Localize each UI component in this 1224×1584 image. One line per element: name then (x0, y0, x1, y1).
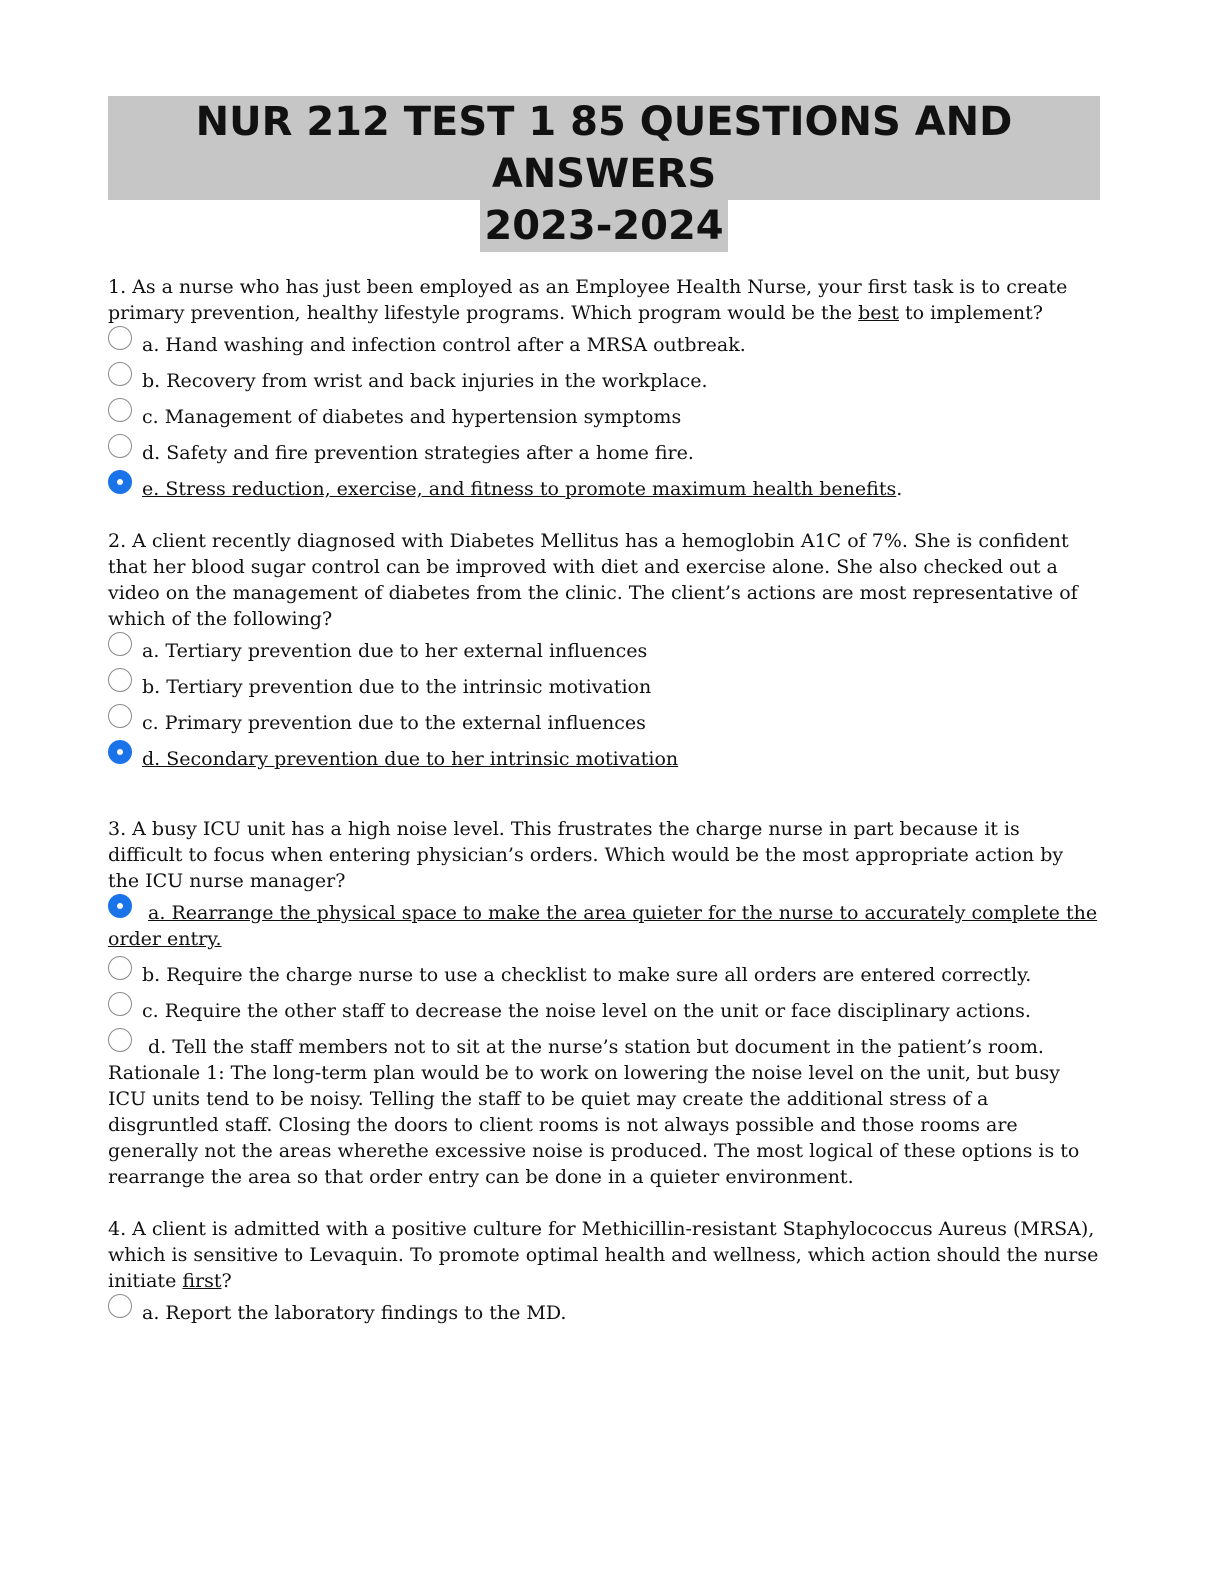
q1-option-d[interactable] (108, 440, 1100, 466)
q3-option-b[interactable] (108, 962, 1100, 988)
radio-unchecked-icon[interactable] (108, 326, 132, 350)
radio-unchecked-icon[interactable] (108, 362, 132, 386)
q3-option-a[interactable] (108, 900, 1100, 952)
q1-option-b[interactable] (108, 368, 1100, 394)
question-1-text: 1. As a nurse who has just been employed as an Employee Health Nurse, your first task is to create primary prevention, healthy lifestyle programs. Which program would be the best to implement? (108, 276, 1068, 324)
radio-unchecked-icon[interactable] (108, 434, 132, 458)
option-label-correct: e. Stress reduction, exercise, and fitness to promote maximum health benefits (142, 478, 897, 500)
q1-option-a[interactable] (108, 332, 1100, 358)
question-3-text: 3. A busy ICU unit has a high noise level. This frustrates the charge nurse in part because it is difficult to focus when entering physician’s orders. Which would be the most appropriate action by the ICU nurse manager? (108, 818, 1064, 892)
radio-unchecked-icon[interactable] (108, 632, 132, 656)
q2-option-c[interactable] (108, 710, 1100, 736)
radio-unchecked-icon[interactable] (108, 956, 132, 980)
option-label: c. Require the other staff to decrease the noise level on the unit or face disciplinary actions. (142, 1000, 1031, 1022)
question-4-text: 4. A client is admitted with a positive culture for Methicillin-resistant Staphylococcus Aureus (MRSA), which is sensitive to Levaquin. To promote optimal health and wellness, which action should the nurse initiate first? (108, 1218, 1099, 1292)
option-label: a. Tertiary prevention due to her external influences (142, 640, 648, 662)
title-line-1: NUR 212 TEST 1 85 QUESTIONS AND ANSWERS (108, 96, 1100, 200)
option-label: d. Tell the staff members not to sit at the nurse’s station but document in the patient’s room. Rationale 1: The long-term plan would be to work on lowering the noise level on the unit, but busy ICU units tend to be noisy. Telling the staff to be quiet may create the additional stress of a disgruntled staff. Closing the doors to client rooms is not always possible and those rooms are generally not the areas wherethe excessive noise is produced. The most logical of these options is to rearrange the area so that order entry can be done in a quieter environment. (108, 1036, 1080, 1188)
question-1 (108, 274, 1100, 502)
question-2 (108, 528, 1100, 772)
q4-option-a[interactable] (108, 1300, 1100, 1326)
option-label-correct: d. Secondary prevention due to her intrinsic motivation (142, 748, 679, 770)
option-label: a. Report the laboratory findings to the MD. (142, 1302, 567, 1324)
question-2-text: 2. A client recently diagnosed with Diabetes Mellitus has a hemoglobin A1C of 7%. She is confident that her blood sugar control can be improved with diet and exercise alone. She also checked out a video on the management of diabetes from the clinic. The client’s actions are most representative of which of the following? (108, 530, 1078, 630)
radio-checked-icon[interactable] (108, 894, 132, 918)
option-label: d. Safety and fire prevention strategies after a home fire. (142, 442, 694, 464)
radio-unchecked-icon[interactable] (108, 704, 132, 728)
radio-unchecked-icon[interactable] (108, 398, 132, 422)
document-title (108, 96, 1100, 252)
option-label: b. Tertiary prevention due to the intrinsic motivation (142, 676, 652, 698)
question-3 (108, 816, 1100, 1190)
option-label: c. Primary prevention due to the external influences (142, 712, 646, 734)
option-label: b. Require the charge nurse to use a checklist to make sure all orders are entered correctly. (142, 964, 1032, 986)
question-1-emphasis: best (858, 302, 899, 324)
radio-unchecked-icon[interactable] (108, 668, 132, 692)
q3-option-c[interactable] (108, 998, 1100, 1024)
q2-option-b[interactable] (108, 674, 1100, 700)
radio-checked-icon[interactable] (108, 740, 132, 764)
q1-option-e[interactable]: e. Stress reduction, exercise, and fitness to promote maximum health benefits. (108, 476, 1100, 502)
option-label-correct: a. Rearrange the physical space to make the area quieter for the nurse to accurately complete the order entry. (108, 902, 1098, 950)
radio-unchecked-icon[interactable] (108, 992, 132, 1016)
q2-option-d[interactable] (108, 746, 1100, 772)
radio-unchecked-icon[interactable] (108, 1028, 132, 1052)
q3-option-d[interactable] (108, 1034, 1100, 1190)
option-label: a. Hand washing and infection control after a MRSA outbreak. (142, 334, 746, 356)
option-label: b. Recovery from wrist and back injuries in the workplace. (142, 370, 708, 392)
question-4-emphasis: first (182, 1270, 222, 1292)
radio-checked-icon[interactable] (108, 470, 132, 494)
title-line-2: 2023-2024 (480, 200, 727, 252)
q2-option-a[interactable] (108, 638, 1100, 664)
option-label: c. Management of diabetes and hypertension symptoms (142, 406, 682, 428)
radio-unchecked-icon[interactable] (108, 1294, 132, 1318)
question-4 (108, 1216, 1100, 1326)
q1-option-c[interactable] (108, 404, 1100, 430)
